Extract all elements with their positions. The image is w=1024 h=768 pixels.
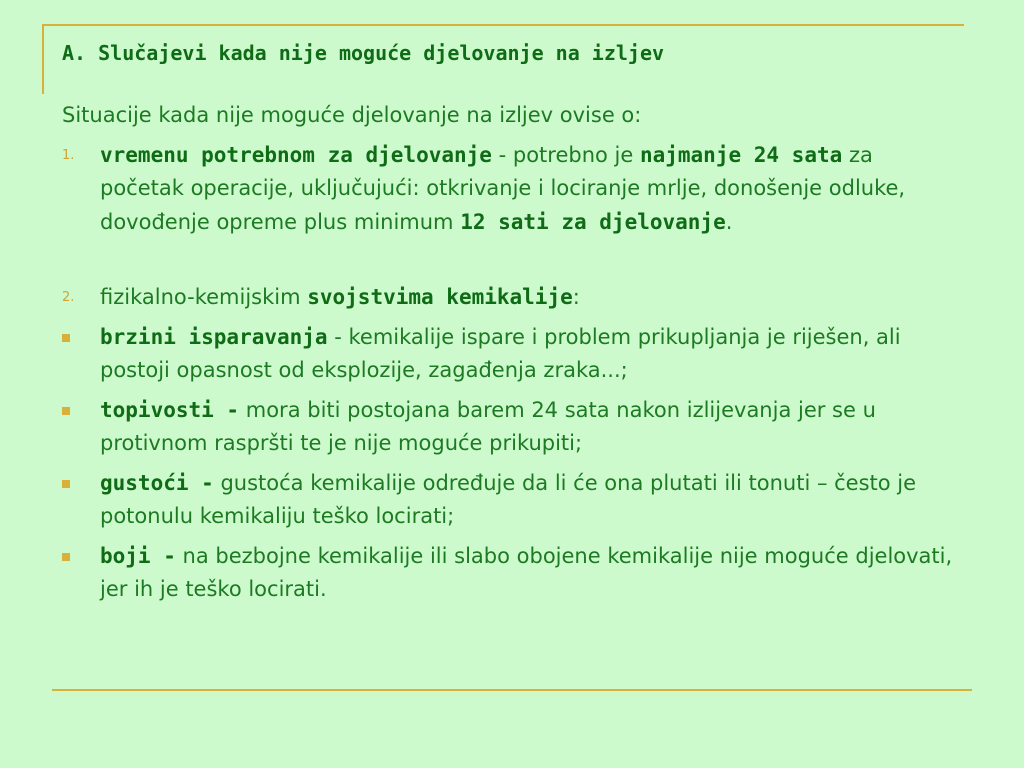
item1-bold-3: 12 sati za djelovanje — [460, 209, 726, 234]
item2-bold-1: svojstvima kemikalije — [307, 285, 573, 309]
bullet2-bold: topivosti - — [100, 397, 240, 422]
slide-title: A. Slučajevi kada nije moguće djelovanje na izljev — [62, 41, 665, 65]
item2-text-2: : — [572, 285, 580, 309]
item1-bold-1: vremenu potrebnom za djelovanje — [100, 142, 492, 167]
bullet4-text: na bezbojne kemikalije ili slabo obojene kemikalije nije moguće djelovati, jer ih je teško locirati. — [100, 543, 953, 601]
numbered-item-1 — [62, 139, 962, 240]
item1-text-1: - potrebno je — [491, 142, 640, 167]
item-number-2: 2. — [62, 290, 75, 305]
bullet3-bold: gustoći - — [100, 470, 214, 495]
title-frame-horizontal-line — [42, 24, 964, 26]
bullet4-bold: boji - — [100, 543, 176, 568]
bullet-item-3 — [62, 467, 962, 534]
bullet1-bold: brzini isparavanja — [100, 324, 328, 349]
spacer — [62, 239, 962, 281]
bullet1-text: - kemikalije ispare i problem prikupljanja je riješen, ali postoji opasnost od eksplozije, zagađenja zraka...; — [100, 324, 901, 382]
numbered-item-2 — [62, 281, 962, 315]
item2-text-1: fizikalno-kemijskim — [100, 285, 308, 309]
title-frame-vertical-line — [42, 24, 44, 94]
item-number-1: 1. — [62, 147, 75, 163]
intro-text: Situacije kada nije moguće djelovanje na izljev ovise o: — [62, 103, 642, 127]
item1-text-2: za početak operacije, uključujući: otkrivanje i lociranje mrlje, donošenje odluke, dovođenje opreme plus minimum — [100, 142, 906, 234]
bottom-divider-line — [52, 689, 972, 691]
item1-bold-2: najmanje 24 sata — [639, 142, 843, 167]
bullet-item-1 — [62, 321, 962, 388]
bullet-item-2 — [62, 394, 962, 461]
slide-content — [62, 99, 962, 607]
bullet3-text: gustoća kemikalije određuje da li će ona plutati ili tonuti – često je potonulu kemikaliju teško locirati; — [100, 470, 917, 528]
item1-text-3: . — [725, 209, 733, 234]
bullet-item-4 — [62, 540, 962, 607]
bullet2-text: mora biti postojana barem 24 sata nakon izlijevanja jer se u protivnom raspršti te je nije moguće prikupiti; — [100, 397, 876, 455]
